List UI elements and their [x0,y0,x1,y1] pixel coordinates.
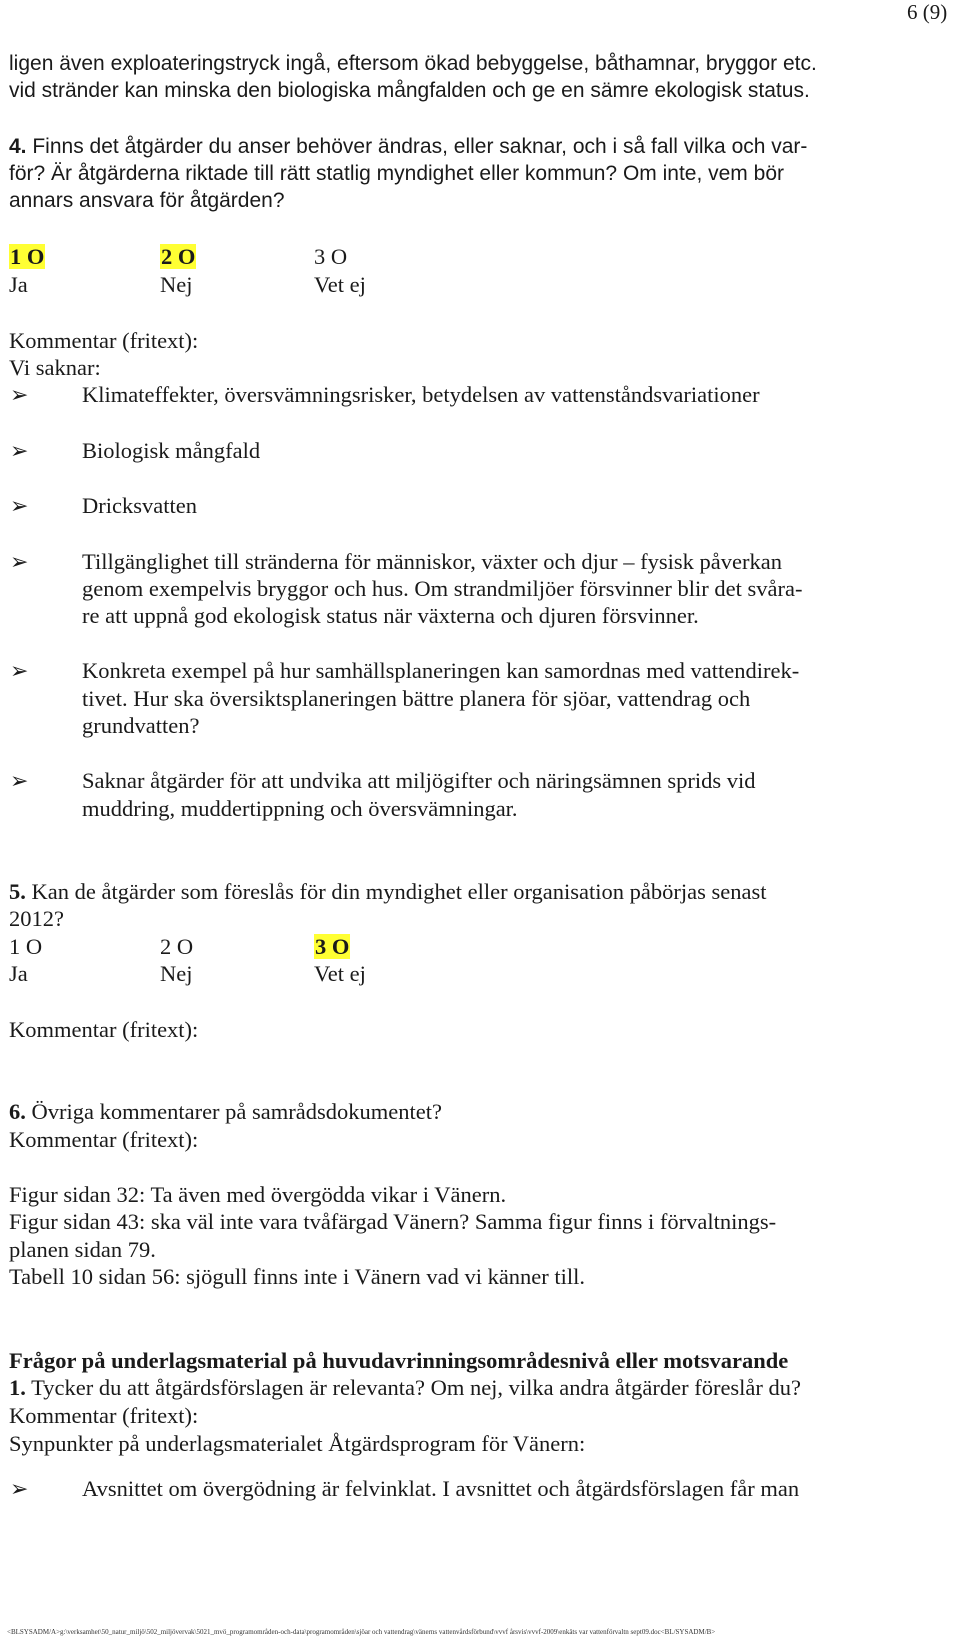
q6-comment-4: Tabell 10 sidan 56: sjögull finns inte i Vänern vad vi känner till. [9,1264,586,1289]
q4-line-1 [9,135,807,159]
q5-comment-label: Kommentar (fritext): [9,1017,199,1042]
section-comment-label: Kommentar (fritext): [9,1403,199,1428]
q4-option-2[interactable]: 2 O [161,244,196,269]
bullet-arrow-icon: ➢ [10,383,29,408]
q6-comment-2: Figur sidan 43: ska väl inte vara tvåfärgad Vänern? Samma figur finns i förvaltnings- [9,1209,777,1234]
q6-comment-label: Kommentar (fritext): [9,1127,199,1152]
vi-saknar-label: Vi saknar: [9,355,101,380]
q5-label-nej: Nej [160,961,193,986]
q5-option-3[interactable]: 3 O [315,934,350,959]
footer-path: <BLSYSADM/A>g:\verksamhet\50_natur_miljö\502_miljövervak\5021_mvö_programområden-och-data\programområden\sjöar och vattendrag\vänerns vattenvårdsförbund\vvvf årsvis\vvvf-2009\enkäts var vattenförvaltn sept09.doc<BL/SYSADM/B> [7,1628,716,1636]
bullet-item: Tillgänglighet till stränderna för människor, växter och djur – fysisk påverkan [82,549,782,574]
section-q1-text: Tycker du att åtgärdsförslagen är relevanta? Om nej, vilka andra åtgärder föreslår du? [25,1375,802,1400]
q5-number: 5. [9,879,26,904]
q4-comment-label: Kommentar (fritext): [9,328,199,353]
q5-line-1 [9,879,767,905]
q4-line-2: för? Är åtgärderna riktade till rätt statlig myndighet eller kommun? Om inte, vem bör [9,162,784,185]
page-number: 6 (9) [907,0,948,24]
bullet-arrow-icon: ➢ [10,550,29,575]
bullet-arrow-icon: ➢ [10,1477,29,1502]
q4-line-3: annars ansvara för åtgärden? [9,189,285,212]
q4-label-ja: Ja [9,272,28,297]
intro-line-1: ligen även exploateringstryck ingå, eftersom ökad bebyggelse, båthamnar, bryggor etc. [9,52,817,75]
synpunkter-label: Synpunkter på underlagsmaterialet Åtgärdsprogram för Vänern: [9,1431,586,1456]
bullet-arrow-icon: ➢ [10,494,29,519]
bullet-item: Konkreta exempel på hur samhällsplaneringen kan samordnas med vattendirek- [82,658,800,683]
q6-text: Övriga kommentarer på samrådsdokumentet? [25,1099,442,1124]
q5-text: Kan de åtgärder som föreslås för din myndighet eller organisation påbörjas senast [25,879,767,904]
q5-option-1[interactable]: 1 O [9,934,43,959]
intro-line-2: vid stränder kan minska den biologiska mångfalden och ge en sämre ekologisk status. [9,79,810,102]
section-q1 [9,1375,801,1401]
bullet-item-cont: tivet. Hur ska översiktsplaneringen bättre planera för sjöar, vattendrag och [82,686,751,711]
q5-label-ja: Ja [9,961,28,986]
bullet-item-cont: re att uppnå god ekologisk status när växterna och djuren försvinner. [82,603,699,628]
q6-comment-3: planen sidan 79. [9,1237,156,1262]
bullet-item: Saknar åtgärder för att undvika att miljögifter och näringsämnen sprids vid [82,768,756,793]
q6-number: 6. [9,1099,26,1124]
q4-label-vet-ej: Vet ej [314,272,366,297]
bullet-item: Klimateffekter, översvämningsrisker, betydelsen av vattenståndsvariationer [82,382,760,407]
q5-option-2[interactable]: 2 O [160,934,194,959]
q6-comment-1: Figur sidan 32: Ta även med övergödda vikar i Vänern. [9,1182,507,1207]
bullet-item: Dricksvatten [82,493,197,518]
bullet-arrow-icon: ➢ [10,439,29,464]
bullet-arrow-icon: ➢ [10,769,29,794]
section-q1-number: 1. [9,1375,26,1400]
q5-line-2: 2012? [9,906,64,931]
bullet-arrow-icon: ➢ [10,659,29,684]
section-heading: Frågor på underlagsmaterial på huvudavrinningsområdesnivå eller motsvarande [9,1348,789,1373]
bullet-item: Biologisk mångfald [82,438,261,463]
bullet-item-cont: genom exempelvis bryggor och hus. Om strandmiljöer försvinner blir det svåra- [82,576,803,601]
q4-text: Finns det åtgärder du anser behöver ändras, eller saknar, och i så fall vilka och var- [26,135,808,158]
q4-number: 4. [9,135,27,158]
q6-line-1 [9,1099,442,1125]
bullet-item: Avsnittet om övergödning är felvinklat. I avsnittet och åtgärdsförslagen får man [82,1476,800,1501]
q4-label-nej: Nej [160,272,193,297]
q5-label-vet-ej: Vet ej [314,961,366,986]
bullet-item-cont: muddring, muddertippning och översvämningar. [82,796,518,821]
q4-option-1[interactable]: 1 O [10,244,45,269]
q4-option-3[interactable]: 3 O [314,244,348,269]
bullet-item-cont: grundvatten? [82,713,200,738]
